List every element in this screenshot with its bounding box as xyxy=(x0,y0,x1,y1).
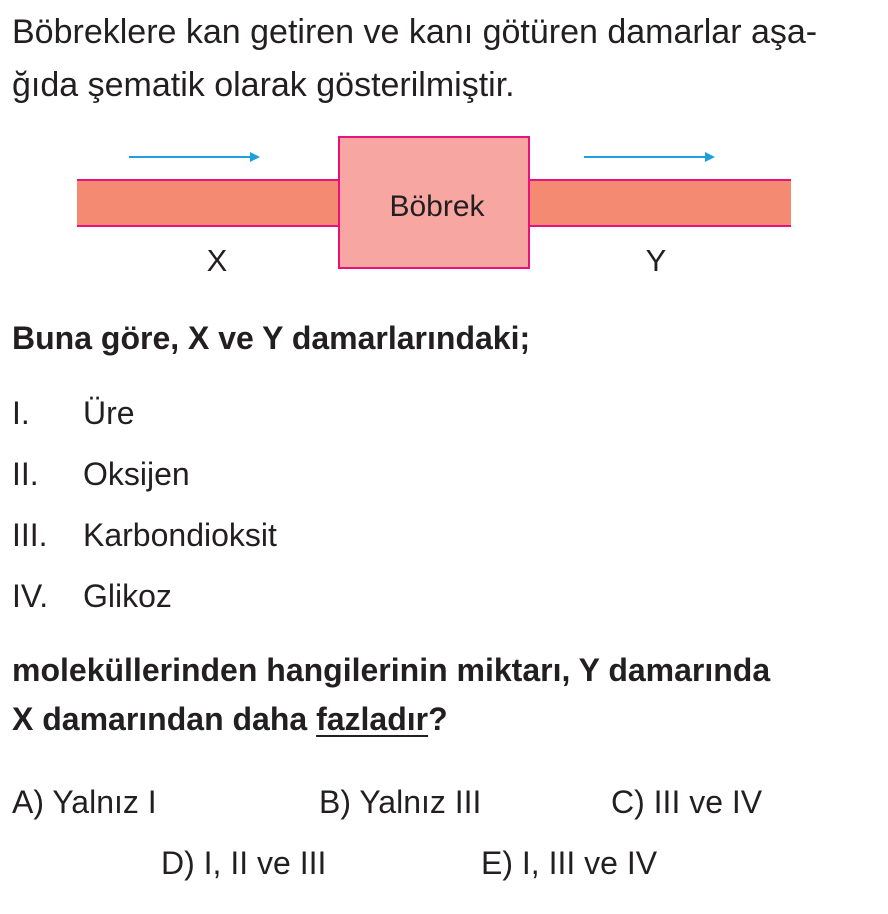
vessel-y xyxy=(528,180,791,226)
item-text: Karbondioksit xyxy=(83,517,277,553)
item-text: Oksijen xyxy=(83,456,190,492)
list-item xyxy=(12,570,277,631)
vessel-x-label: X xyxy=(206,243,228,278)
item-text: Üre xyxy=(83,395,135,431)
option-b[interactable]: B) Yalnız III xyxy=(319,784,482,820)
vessel-x xyxy=(77,180,340,226)
stem-line-2 xyxy=(12,695,880,744)
emphasized-word: fazladır xyxy=(316,701,429,737)
stem-line-2-end: ? xyxy=(428,701,448,737)
kidney-vessel-diagram xyxy=(0,125,888,285)
list-item xyxy=(12,509,277,570)
item-text: Glikoz xyxy=(83,578,172,614)
molecule-list xyxy=(12,387,277,631)
item-numeral: IV. xyxy=(12,578,49,614)
stem-line-2-start: X damarından daha xyxy=(12,701,317,737)
option-d[interactable]: D) I, II ve III xyxy=(161,845,327,881)
question-lead: Buna göre, X ve Y damarlarındaki; xyxy=(12,320,531,356)
vessel-y-label: Y xyxy=(645,243,667,278)
intro-line-1: Böbreklere kan getiren ve kanı götüren damarlar aşa- xyxy=(12,13,818,51)
option-a[interactable]: A) Yalnız I xyxy=(12,784,157,820)
question-stem xyxy=(12,646,880,744)
intro-line-2: ğıda şematik olarak gösterilmiştir. xyxy=(12,66,515,104)
item-numeral: III. xyxy=(12,517,48,553)
item-numeral: I. xyxy=(12,395,30,431)
option-e[interactable]: E) I, III ve IV xyxy=(481,845,658,881)
list-item xyxy=(12,448,277,509)
option-c[interactable]: C) III ve IV xyxy=(611,784,763,820)
item-numeral: II. xyxy=(12,456,39,492)
organ-label: Böbrek xyxy=(389,190,485,223)
stem-line-1: moleküllerinden hangilerinin miktarı, Y damarında xyxy=(12,652,771,688)
intro-text xyxy=(12,6,872,112)
list-item xyxy=(12,387,277,448)
